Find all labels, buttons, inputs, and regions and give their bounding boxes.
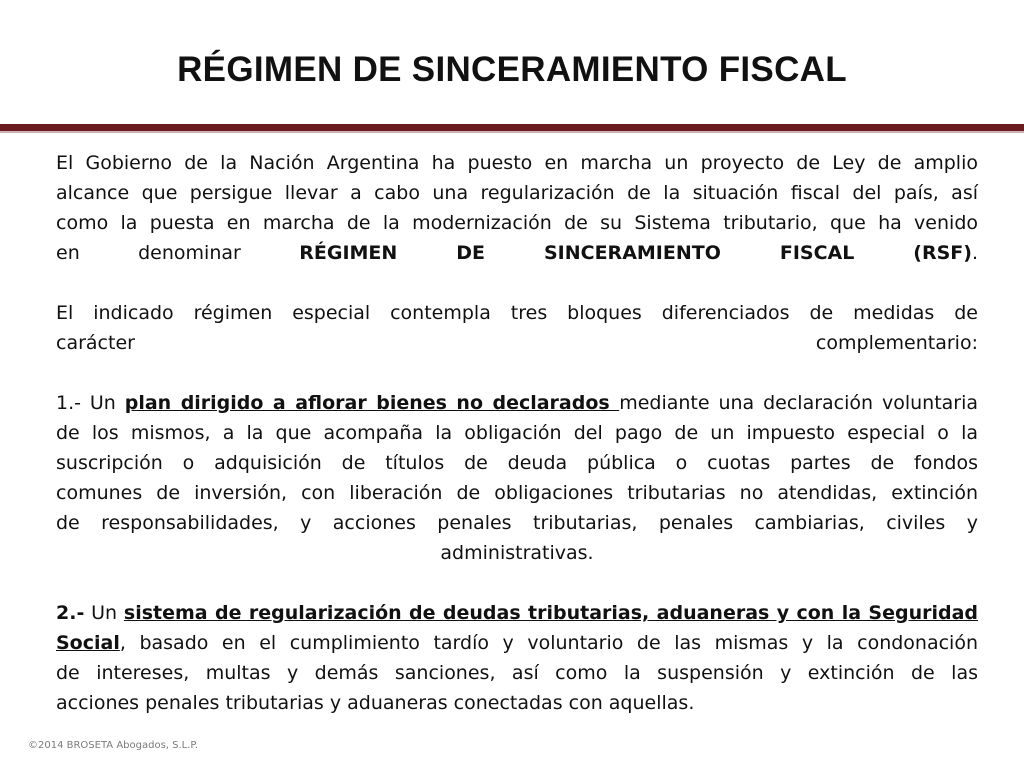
text-segment: en denominar bbox=[56, 242, 300, 264]
regime-name: RÉGIMEN DE SINCERAMIENTO FISCAL (RSF) bbox=[299, 242, 972, 264]
slide-title: RÉGIMEN DE SINCERAMIENTO FISCAL bbox=[177, 50, 847, 89]
item-1-heading: plan dirigido a aflorar bienes no declarados bbox=[124, 392, 620, 414]
text-line: de los mismos, a la que acompaña la obligación del pago de un impuesto especial o la bbox=[56, 422, 978, 444]
text-line: El Gobierno de la Nación Argentina ha puesto en marcha un proyecto de Ley de amplio bbox=[56, 152, 978, 174]
text-line: suscripción o adquisición de títulos de deuda pública o cuotas partes de fondos bbox=[56, 452, 978, 474]
text-line: comunes de inversión, con liberación de obligaciones tributarias no atendidas, extinción bbox=[56, 482, 978, 504]
text-segment: , basado en el cumplimiento tardío y voluntario de las mismas y la condonación bbox=[119, 632, 978, 654]
body-text bbox=[56, 148, 978, 718]
paragraph-intro bbox=[56, 148, 978, 268]
text-line: acciones penales tributarias y aduaneras conectadas con aquellas. bbox=[56, 692, 695, 714]
item-2-heading-cont: Social bbox=[56, 632, 120, 654]
paragraph-blocks bbox=[56, 298, 978, 358]
item-number: 2.- bbox=[56, 602, 85, 624]
text-segment: mediante una declaración voluntaria bbox=[619, 392, 979, 414]
text-line: alcance que persigue llevar a cabo una regularización de la situación fiscal del país, así bbox=[56, 182, 978, 204]
paragraph-item-2 bbox=[56, 598, 978, 718]
text-line: carácter complementario: bbox=[56, 332, 978, 354]
text-line bbox=[56, 598, 978, 628]
copyright-footer: ©2014 BROSETA Abogados, S.L.P. bbox=[28, 740, 199, 751]
text-segment: . bbox=[971, 242, 978, 264]
text-line: El indicado régimen especial contempla tres bloques diferenciados de medidas de bbox=[56, 302, 978, 324]
text-line bbox=[56, 388, 978, 418]
title-divider-shadow bbox=[0, 131, 1024, 133]
paragraph-item-1 bbox=[56, 388, 978, 568]
text-line bbox=[56, 238, 978, 268]
text-segment: Un bbox=[84, 602, 124, 624]
item-2-heading: sistema de regularización de deudas tributarias, aduaneras y con la Seguridad bbox=[123, 602, 979, 624]
text-line: de responsabilidades, y acciones penales tributarias, penales cambiarias, civiles y bbox=[56, 512, 978, 534]
title-divider bbox=[0, 124, 1024, 131]
text-line: administrativas. bbox=[440, 542, 594, 564]
text-line: como la puesta en marcha de la modernización de su Sistema tributario, que ha venido bbox=[56, 212, 978, 234]
item-number: 1.- Un bbox=[56, 392, 125, 414]
text-line: de intereses, multas y demás sanciones, así como la suspensión y extinción de las bbox=[56, 662, 978, 684]
text-line bbox=[56, 628, 978, 658]
